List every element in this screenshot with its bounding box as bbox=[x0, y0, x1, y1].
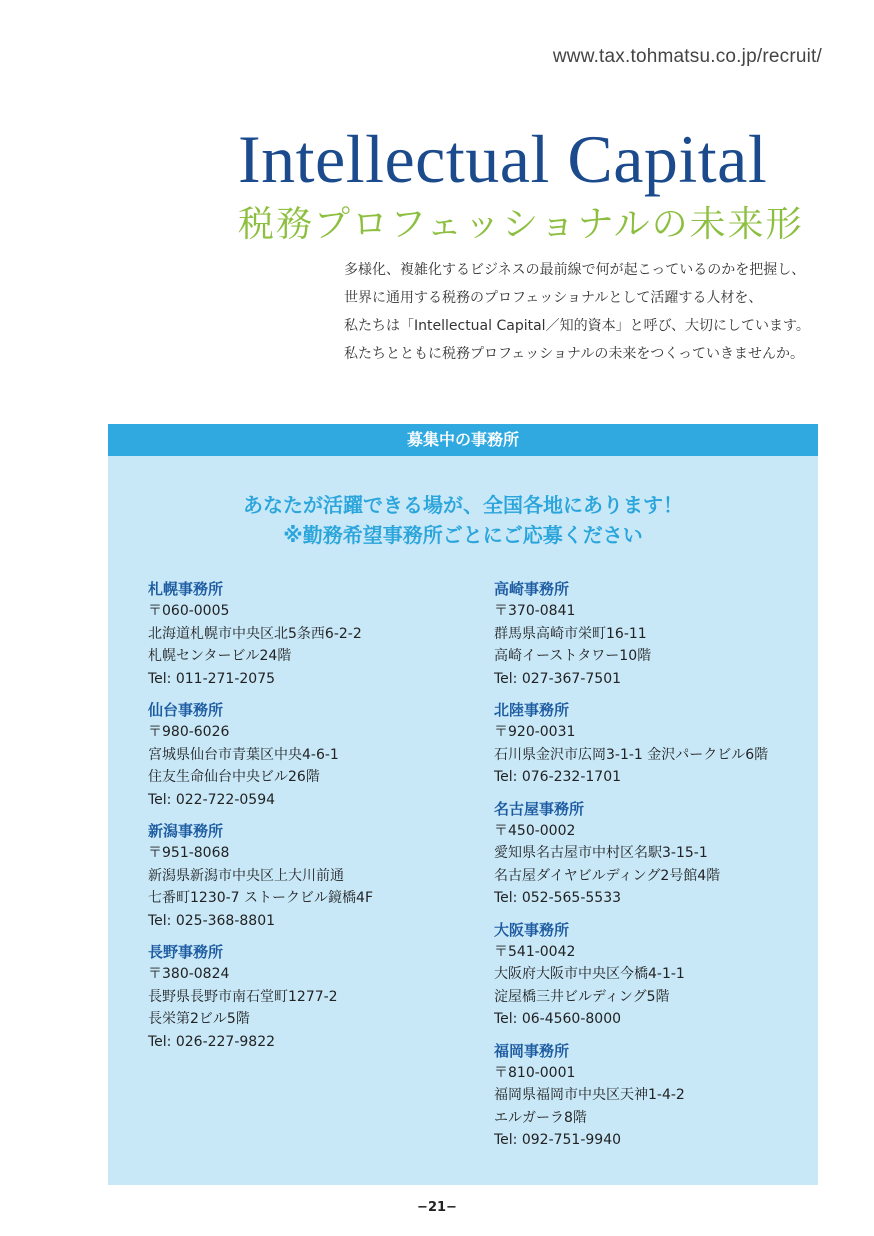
office-nagano bbox=[148, 941, 468, 1053]
office-address: 宮城県仙台市青葉区中央4-6-1 bbox=[148, 746, 339, 763]
office-address: 愛知県名古屋市中村区名駅3-15-1 bbox=[494, 845, 708, 861]
office-postal-code: 〒810-0001 bbox=[494, 1064, 576, 1081]
office-building: 七番町1230-7 ストークビル鏡橋4F bbox=[148, 890, 373, 906]
office-phone: Tel: 022-722-0594 bbox=[148, 791, 276, 808]
office-niigata bbox=[148, 820, 468, 932]
office-building: 札幌センタービル24階 bbox=[148, 648, 292, 664]
office-postal-code: 〒920-0031 bbox=[494, 724, 576, 740]
office-name: 新潟事務所 bbox=[148, 822, 224, 840]
office-building: 長栄第2ビル5階 bbox=[148, 1011, 250, 1027]
office-building: 名古屋ダイヤビルディング2号館4階 bbox=[494, 867, 721, 884]
office-name: 高崎事務所 bbox=[494, 580, 570, 598]
office-nagoya bbox=[494, 798, 814, 910]
page-number: −21− bbox=[417, 1200, 457, 1215]
office-postal-code: 〒980-6026 bbox=[148, 724, 230, 740]
office-postal-code: 〒060-0005 bbox=[148, 603, 230, 619]
recruiting-offices-panel bbox=[108, 424, 818, 1185]
office-name: 大阪事務所 bbox=[494, 920, 570, 939]
office-address: 北海道札幌市中央区北5条西6-2-2 bbox=[148, 625, 362, 642]
office-name: 福岡事務所 bbox=[494, 1041, 570, 1060]
office-address: 福岡県福岡市中央区天神1-4-2 bbox=[494, 1087, 685, 1103]
recruiting-tagline bbox=[108, 490, 818, 550]
recruiting-offices-heading: 募集中の事務所 bbox=[108, 424, 818, 456]
office-building: 高崎イーストタワー10階 bbox=[494, 648, 652, 664]
intro-paragraph bbox=[344, 256, 844, 368]
intro-line: 世界に通用する税務のプロフェッショナルとして活躍する人材を、 bbox=[344, 290, 763, 306]
office-phone: Tel: 076-232-1701 bbox=[494, 769, 622, 785]
office-address: 群馬県高崎市栄町16-11 bbox=[494, 625, 647, 642]
office-phone: Tel: 06-4560-8000 bbox=[494, 1011, 622, 1027]
office-hokuriku bbox=[494, 699, 814, 789]
intro-line: 多様化、複雑化するビジネスの最前線で何が起こっているのかを把握し、 bbox=[344, 262, 806, 278]
office-name: 長野事務所 bbox=[148, 943, 224, 961]
office-takasaki bbox=[494, 578, 814, 690]
office-postal-code: 〒450-0002 bbox=[494, 822, 576, 839]
office-postal-code: 〒541-0042 bbox=[494, 943, 576, 960]
office-name: 仙台事務所 bbox=[148, 701, 224, 719]
page-title-japanese: 税務プロフェッショナルの未来形 bbox=[238, 204, 804, 245]
intro-line: 私たちとともに税務プロフェッショナルの未来をつくっていきませんか。 bbox=[344, 346, 805, 362]
office-postal-code: 〒370-0841 bbox=[494, 603, 576, 619]
office-sendai bbox=[148, 699, 468, 811]
office-phone: Tel: 092-751-9940 bbox=[494, 1132, 622, 1148]
office-fukuoka bbox=[494, 1040, 814, 1152]
office-building: 淀屋橋三井ビルディング5階 bbox=[494, 988, 670, 1005]
office-sapporo bbox=[148, 578, 468, 690]
office-postal-code: 〒951-8068 bbox=[148, 845, 230, 861]
office-column-right bbox=[494, 578, 814, 1161]
office-name: 北陸事務所 bbox=[494, 701, 570, 719]
office-building: エルガーラ8階 bbox=[494, 1109, 587, 1126]
office-phone: Tel: 027-367-7501 bbox=[494, 670, 622, 687]
office-phone: Tel: 011-271-2075 bbox=[148, 670, 276, 687]
page-title-english: Intellectual Capital bbox=[238, 121, 768, 197]
office-osaka bbox=[494, 919, 814, 1031]
office-postal-code: 〒380-0824 bbox=[148, 966, 230, 982]
office-name: 札幌事務所 bbox=[148, 580, 224, 598]
office-address: 長野県長野市南石堂町1277-2 bbox=[148, 988, 338, 1005]
office-address: 石川県金沢市広岡3-1-1 金沢パークビル6階 bbox=[494, 746, 769, 763]
intro-line: 私たちは「Intellectual Capital／知的資本」と呼び、大切にしています。 bbox=[344, 318, 810, 334]
tagline-line: ※勤務希望事務所ごとにご応募ください bbox=[283, 523, 643, 547]
office-address: 新潟県新潟市中央区上大川前通 bbox=[148, 867, 344, 884]
recruit-url: www.tax.tohmatsu.co.jp/recruit/ bbox=[552, 46, 822, 67]
office-address: 大阪府大阪市中央区今橋4-1-1 bbox=[494, 966, 685, 982]
office-phone: Tel: 052-565-5533 bbox=[494, 890, 622, 906]
office-name: 名古屋事務所 bbox=[494, 799, 585, 818]
office-building: 住友生命仙台中央ビル26階 bbox=[148, 769, 320, 785]
tagline-line: あなたが活躍できる場が、全国各地にあります！ bbox=[243, 493, 683, 517]
office-phone: Tel: 026-227-9822 bbox=[148, 1033, 276, 1050]
office-phone: Tel: 025-368-8801 bbox=[148, 912, 276, 929]
office-column-left bbox=[148, 578, 468, 1062]
